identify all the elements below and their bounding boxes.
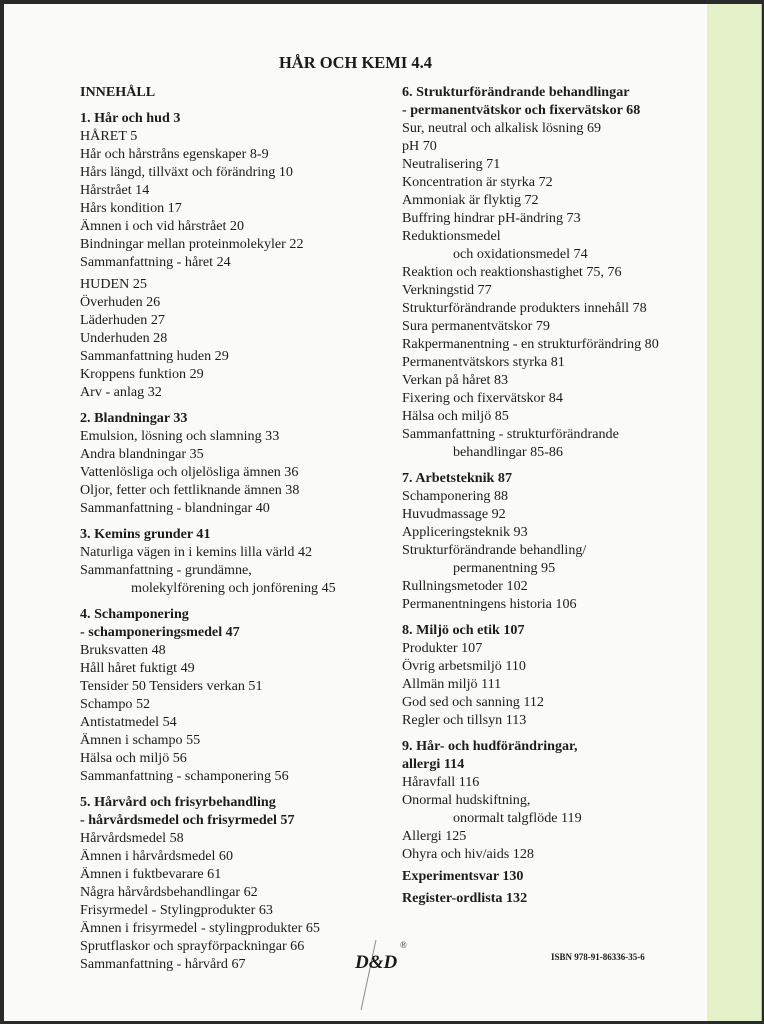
toc-entry: Rullningsmetoder 102 [402,578,528,594]
page-title: HÅR OCH KEMI 4.4 [278,53,433,72]
toc-entry: Bindningar mellan proteinmolekyler 22 [80,236,304,252]
section-title: 5. Hårvård och frisyrbehandling [80,794,276,810]
isbn-text: ISBN 978-91-86336-35-6 [551,952,645,962]
toc-entry: Ohyra och hiv/aids 128 [402,846,534,862]
toc-entry: Ämnen i och vid hårstrået 20 [80,218,244,234]
toc-entry: behandlingar 85-86 [453,444,563,460]
toc-entry: Permanentningens historia 106 [402,596,577,612]
toc-right-column [402,83,702,907]
toc-entry: Emulsion, lösning och slamning 33 [80,428,280,444]
section-title: 8. Miljö och etik 107 [402,622,525,638]
section-title: 2. Blandningar 33 [80,410,188,426]
section-title: Experimentsvar 130 [402,868,524,884]
toc-entry: Hälsa och miljö 85 [402,408,509,424]
toc-subheading: HUDEN 25 [80,276,147,292]
publisher-logo: D&D [355,952,398,973]
section-title: Register-ordlista 132 [402,890,528,906]
toc-entry: Några hårvårdsbehandlingar 62 [80,884,258,900]
toc-entry: Ammoniak är flyktig 72 [402,192,539,208]
toc-entry: Sammanfattning huden 29 [80,348,229,364]
toc-left-sections [80,109,380,973]
toc-entry: Håravfall 116 [402,774,480,790]
section-title: 6. Strukturförändrande behandlingar [402,84,630,100]
toc-section [402,737,702,863]
toc-entry: Buffring hindrar pH-ändring 73 [402,210,581,226]
toc-entry: Allmän miljö 111 [402,676,502,692]
toc-entry: Sammanfattning - schamponering 56 [80,768,289,784]
toc-entry: Koncentration är styrka 72 [402,174,553,190]
toc-entry: Verkningstid 77 [402,282,492,298]
toc-entry: Ämnen i schampo 55 [80,732,201,748]
toc-entry: Neutralisering 71 [402,156,501,172]
toc-entry: Ämnen i frisyrmedel - stylingprodukter 65 [80,920,320,936]
toc-entry: Tensider 50 Tensiders verkan 51 [80,678,263,694]
toc-entry: Sammanfattning - hårvård 67 [80,956,246,972]
toc-entry: Ämnen i fuktbevarare 61 [80,866,222,882]
toc-entry: God sed och sanning 112 [402,694,544,710]
registered-mark: ® [400,940,407,950]
toc-entry: Hälsa och miljö 56 [80,750,187,766]
toc-section [402,469,702,613]
toc-entry: Antistatmedel 54 [80,714,177,730]
toc-section [402,889,702,907]
section-subtitle: - hårvårdsmedel och frisyrmedel 57 [80,812,295,828]
cover-spine-strip [707,4,761,1021]
toc-entry: Strukturförändrande behandling/ [402,542,587,558]
toc-entry: Sura permanentvätskor 79 [402,318,550,334]
toc-entry: Onormal hudskiftning, [402,792,531,808]
section-title: 4. Schamponering [80,606,189,622]
section-title: 3. Kemins grunder 41 [80,526,211,542]
section-subtitle: - schamponeringsmedel 47 [80,624,240,640]
toc-entry: Sur, neutral och alkalisk lösning 69 [402,120,602,136]
toc-entry: Sprutflaskor och sprayförpackningar 66 [80,938,305,954]
toc-subheading: HÅRET 5 [80,128,138,144]
section-subtitle: - permanentvätskor och fixervätskor 68 [402,102,641,118]
toc-entry: Hår och hårstråns egenskaper 8-9 [80,146,269,162]
toc-entry: Arv - anlag 32 [80,384,162,400]
toc-entry: Reduktionsmedel [402,228,501,244]
section-title: 1. Hår och hud 3 [80,110,181,126]
toc-section [402,83,702,461]
toc-section [402,867,702,885]
toc-entry: Regler och tillsyn 113 [402,712,527,728]
contents-heading: INNEHÅLL [80,84,156,100]
toc-section [80,409,380,517]
toc-entry: Verkan på håret 83 [402,372,509,388]
toc-entry: Kroppens funktion 29 [80,366,204,382]
toc-entry: Oljor, fetter och fettliknande ämnen 38 [80,482,300,498]
toc-entry: Hårstrået 14 [80,182,150,198]
toc-entry: molekylförening och jonförening 45 [131,580,336,596]
toc-entry: Permanentvätskors styrka 81 [402,354,565,370]
toc-entry: Schamponering 88 [402,488,509,504]
toc-entry: Frisyrmedel - Stylingprodukter 63 [80,902,273,918]
toc-entry: Huvudmassage 92 [402,506,506,522]
toc-entry: Håll håret fuktigt 49 [80,660,195,676]
toc-section [80,109,380,401]
toc-entry: permanentning 95 [453,560,556,576]
toc-entry: pH 70 [402,138,437,154]
toc-entry: Fixering och fixervätskor 84 [402,390,563,406]
toc-entry: Vattenlösliga och oljelösliga ämnen 36 [80,464,299,480]
toc-entry: Rakpermanentning - en strukturförändring 80 [402,336,659,352]
toc-entry: Sammanfattning - blandningar 40 [80,500,270,516]
toc-section [80,793,380,973]
toc-entry: Bruksvatten 48 [80,642,166,658]
toc-entry: Sammanfattning - håret 24 [80,254,231,270]
toc-entry: Ämnen i hårvårdsmedel 60 [80,848,234,864]
toc-section [80,605,380,785]
toc-entry: Övrig arbetsmiljö 110 [402,658,526,674]
toc-entry: Naturliga vägen in i kemins lilla värld 42 [80,544,313,560]
toc-entry: Strukturförändrande produkters innehåll 78 [402,300,647,316]
section-subtitle: allergi 114 [402,756,465,772]
toc-entry: Hårvårdsmedel 58 [80,830,184,846]
section-title: 7. Arbetsteknik 87 [402,470,513,486]
toc-entry: Allergi 125 [402,828,467,844]
toc-entry: onormalt talgflöde 119 [453,810,582,826]
toc-entry: Överhuden 26 [80,294,161,310]
toc-entry: Produkter 107 [402,640,483,656]
toc-section [402,621,702,729]
toc-entry: Schampo 52 [80,696,151,712]
toc-left-column [80,83,380,973]
toc-entry: Sammanfattning - grundämne, [80,562,252,578]
toc-entry: och oxidationsmedel 74 [453,246,588,262]
toc-right-sections [402,83,702,907]
toc-entry: Läderhuden 27 [80,312,165,328]
toc-entry: Appliceringsteknik 93 [402,524,528,540]
toc-entry: Reaktion och reaktionshastighet 75, 76 [402,264,622,280]
toc-entry: Hårs längd, tillväxt och förändring 10 [80,164,293,180]
toc-entry: Hårs kondition 17 [80,200,182,216]
toc-entry: Andra blandningar 35 [80,446,204,462]
toc-entry: Sammanfattning - strukturförändrande [402,426,619,442]
toc-entry: Underhuden 28 [80,330,168,346]
section-title: 9. Hår- och hudförändringar, [402,738,578,754]
toc-section [80,525,380,597]
